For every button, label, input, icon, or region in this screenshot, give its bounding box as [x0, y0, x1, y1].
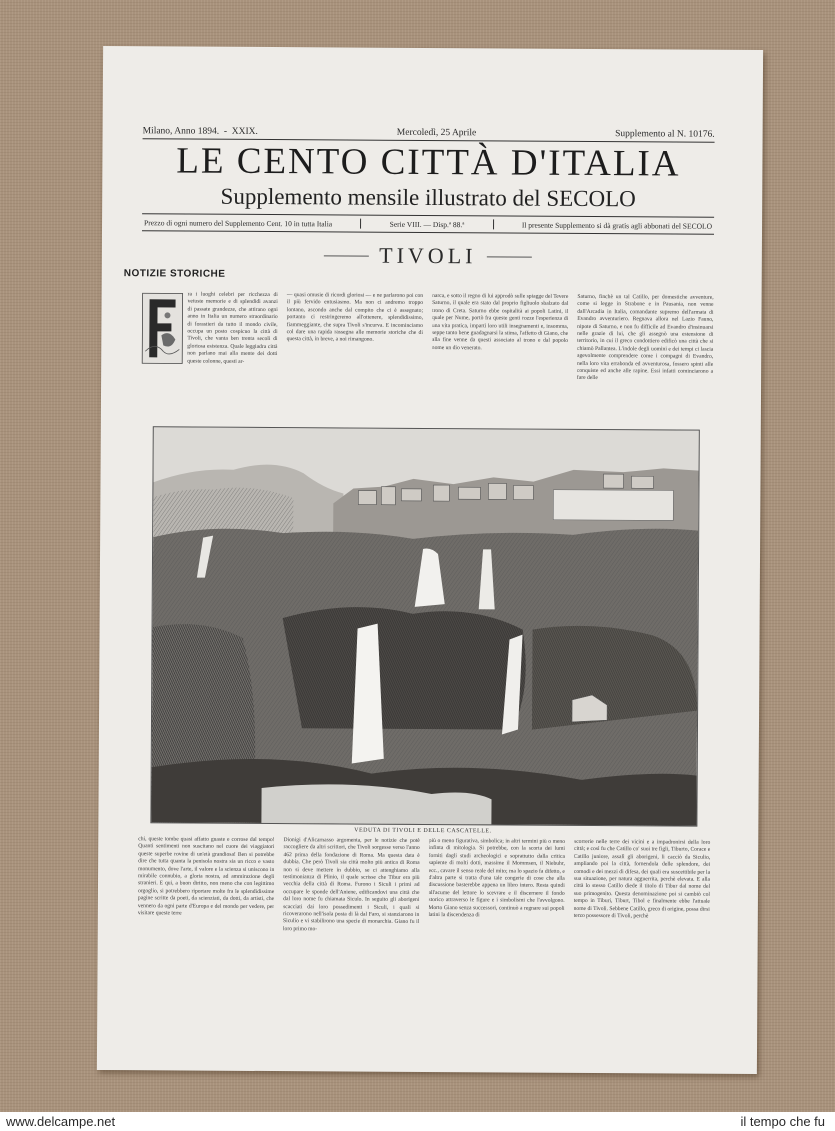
column-text: narca, e sotto il regno di lui approdò sulle spiagge del Tevere Saturno, il quale era stato dal proprio figliuolo sbalzato dal trono di Creta. Saturno ebbe ospitalità ai popoli Latini, il quale per Nume, portò fra queste genti rozze l'esperienza di una vita pratica, impartì loro utili insegnamenti e, insomma, seppe tanto bene guadagnarsi la stima, l'affetto di Giano, che alla fine venne da questi associato al trono e dal popolo nome un dio venerato.	[431, 293, 569, 352]
text-column	[573, 839, 710, 965]
text-column	[138, 836, 275, 962]
text-columns-bottom	[138, 836, 711, 964]
ornamental-dropcap-icon	[141, 291, 183, 365]
watermark-left: www.delcampe.net	[6, 1114, 116, 1129]
column-text: scorrerie nelle terre dei vicini e a impadronirsi della loro città; e così fu che Catillo co' suoi tre figli, Tiburto, Corace e Catillo juniore, assalì gli aborigeni, li cacciò da Siculio, ampliando poi la città, fornendola delle splendore, dei comodi e dei mezzi di difesa, dei quali era suscettibile per la sua situazione, per natura agguerrita, perchè elevata. E alla città lo stesso Catillo diede il titolo di Tibur dal nome del suo primogenito. Questa denominazione poi si cambiò col tempo in Tiburi, Tiburt, Tibol e finalmente ebbe l'attuale nome di Tivoli. Sebbene Catillo, greco di origine, possa dirsi terzo possessore di Tivoli, perchè	[573, 838, 711, 920]
supplement-number: Supplemento al N. 10176.	[615, 129, 715, 140]
header-block	[142, 126, 715, 271]
column-text: — quasi omusie di ricordi gloriosi — e ne parlarono poi con il più fervido entusiasmo. Ma non ci andremo troppo lontano, ascondo anche dal compito che ci è assegnato; portanto ci restringeremo all'ottenere, splendidissimo, fiammeggiante, che supra Tivoli s'incurva. E incominciamo col dare una rapida rassegna alle memorie storiche che di questa città, in breve, a noi rimangono.	[286, 292, 424, 344]
series-text: Serie VIII. — Disp.ª 88.ª	[389, 219, 465, 229]
text-column	[431, 293, 568, 419]
article-title: TIVOLI	[379, 242, 477, 269]
price-bar-divider	[360, 219, 361, 229]
column-text: più o meno figurativa, simbolica; in altri termini più o meno infinta di mitologia. Si potrebbe, con la scorta dei lumi forniti dagli studi archeologici e soprattutto dalla critica sapiente di molti dotti, massime il Mommsen, il Niebuhr, ecc., cavare il senso reale del mito; ma lo spazio fa difetto, e d'altra parte si tratta d'una tale congerie di cose che alla discussione basterebbe appena un libro intero. Resta quindi all'acume del lettore lo scevrare e il discernere il fondo storico attraverso le figure e i simbolismi che l'avvolgono. Morto Giano senza successori, continuò a regnare sui popoli latini la discendenza di	[428, 837, 566, 919]
issue-date: Mercoledì, 25 Aprile	[396, 127, 477, 139]
price-bar-divider	[493, 220, 494, 230]
column-text: ra i luoghi celebri per ricchezza di vetuste memorie e di splendidi avanzi di passate grandezze, che attirano ogni anno in Italia un numero straordinario di forastieri da tutto il mondo civile, occupa un posto cospicuo la città di Tivoli, che vanta ben trenta secoli di gloriosa esistenza. Quale leggiadra città non parlano mai alla mente dei dotti queste colonne, questi ar-	[187, 291, 278, 365]
text-column	[428, 838, 565, 964]
masthead-title: LE CENTO CITTÀ D'ITALIA	[176, 140, 681, 185]
watermark-right: il tempo che fu	[740, 1114, 825, 1129]
tivoli-waterfalls-engraving	[150, 426, 699, 826]
text-column	[283, 837, 420, 963]
title-rule-right	[487, 256, 532, 257]
column-text: Saturno, finchè un tal Catillo, per domestiche avventure, come si legge in Strabone e in Pausania, non venne dall'Arcadia in Italia, comandante supremo dell'armata di Evandro avventuriero. Regnava allora nel Lazio Fauno, nipote di Saturno, e non fu difficile ad Evandro d'insinuarsi nelle grazie di lui, che gli assegnò una estensione di territorio, in cui il greco condottiero edificò una città che si chiamò Pallantea. L'indole degli uomini e dei tempi ci lascia agevolmente comprendere come i compagni di Evandro, nella loro vita errabonda ed avventurosa, fossero spinti alle conquiste ed anche alle rapine. Essi infatti cominciarono a fare delle	[576, 293, 714, 382]
price-text: Prezzo di ogni numero del Supplemento Cent. 10 in tutta Italia	[144, 217, 333, 229]
place-year-text: Milano, Anno 1894.	[142, 126, 220, 137]
newspaper-sheet	[97, 46, 763, 1074]
text-columns-top	[141, 291, 714, 419]
column-text: chi, queste tombe quasi affatto guaste e corrose dal tempo! Quanti sentimenti non suscitano nel cuore dei viaggiatori queste superbe rovine di un'età grandiosa! Ben si potrebbe dire che tutta quanta la penisola nostra sia un ricco e vasto monumento, dove l'arte, il valore e la scienza si uniscono in mirabile connubio, a gloria nostra, ad ammirazione degli stranieri. E qui, a buon diritto, non meno che con legittimo orgoglio, si potrebbero riportare molte fra le splendidissime pagine scritte da poeti, da scienziati, da dotti, da artisti, che vennero da ogni parte d'Europa e del mondo per vedere, per visitare queste terre	[137, 836, 275, 917]
price-bar	[142, 213, 714, 234]
text-column	[286, 292, 423, 418]
watermark-bar	[0, 1112, 835, 1131]
place-year: Milano, Anno 1894. - XXIX.	[142, 126, 258, 137]
title-rule-left	[324, 255, 369, 256]
article-title-row	[142, 241, 714, 270]
text-column	[141, 291, 278, 417]
column-text: Dionigi d'Alicarnasso argomenta, per le notizie che potè raccogliere da altri scrittori, che Tivoli sorgesse verso l'anno 462 prima della fondazione di Roma. Ma questa data è dubbia. Che però Tivoli sia città molto più antica di Roma non si deve mettere in dubbio, se ci attenghiamo alla testimonianza di Plinio, il quale scrisse che Tibur era più vecchia della città di Roma. Furono i Siculi i primi ad occupare le sponde dell'Aniene, edificandovi una città che dal loro nome fu chiamata Siculo. In seguito gli aborigeni scacciati dai loro possedimenti i Siculi, i quali si ricoverarono nell'isola posta di là dal Faro, si stanziarono in Siculio e vi stabilirono una specie di monarchia. Giano fu il loro primo mo-	[282, 837, 420, 933]
gratis-notice: Il presente Supplemento si dà gratis agli abbonati del SECOLO	[521, 220, 713, 231]
masthead-subtitle: Supplemento mensile illustrato del SECOLO	[220, 183, 636, 212]
section-heading: NOTIZIE STORICHE	[123, 268, 226, 280]
engraving-caption: VEDUTA DI TIVOLI E DELLE CASCATELLE.	[354, 827, 492, 835]
volume-text: XXIX.	[231, 126, 258, 137]
text-column	[577, 294, 714, 420]
